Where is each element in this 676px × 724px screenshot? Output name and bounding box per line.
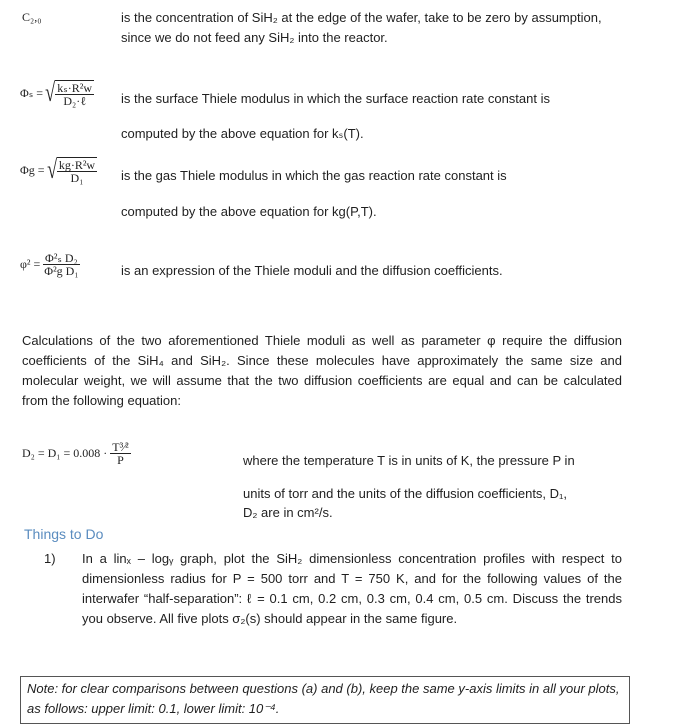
sqrt-icon: √ [45,78,56,107]
paragraph-diffusion: Calculations of the two aforementioned Thiele moduli as well as parameter φ require the diffusion coefficients of the SiH₄ and SiH₂. Since these molecules have approximately the same size and molecular weight, we will assume that the two diffusion coefficients are equal and can be calculated from the following equation: [22,333,622,408]
note-box [20,676,630,724]
eq-phi-s-lhs: Φₛ = [20,86,44,100]
diffusion-line3: D₂ are in cm²/s. [243,505,333,520]
eq-phi-g-den: D₁ [70,171,84,185]
eq-phi-g-lhs: Φg = [20,163,45,177]
def-phi-squared-text: is an expression of the Thiele moduli and the diffusion coefficients. [121,263,503,278]
eq-diffusion-num: T³⁄² [112,440,129,454]
eq-diffusion-lhs: D₂ = D₁ = 0.008 · [22,446,108,460]
eq-phi-g [20,157,97,184]
note-text: Note: for clear comparisons between questions (a) and (b), keep the same y-axis limits in all your plots, as follows: upper limit: 0.1, lower limit: 10⁻⁴. [27,681,620,716]
eq-phi-g-num: kg·R²w [58,158,96,172]
section-heading: Things to Do [24,526,104,542]
def-phi-g-line1: is the gas Thiele modulus in which the gas reaction rate constant is [121,168,507,183]
task-text: In a linₓ – logᵧ graph, plot the SiH₂ dimensionless concentration profiles with respect to dimensionless radius for P = 500 torr and T = 750 K, and for the following values of the interwafer “half-separation”: ℓ = 0.1 cm, 0.2 cm, 0.3 cm, 0.4 cm, 0.5 cm. Discuss the trends you observe. All five plots σ₂(s) should appear in the same figure. [82,551,622,626]
eq-diffusion-den: P [117,453,124,467]
def-c20-text: is the concentration of SiH₂ at the edge of the wafer, take to be zero by assumption, since we do not feed any SiH₂ into the reactor. [121,10,602,45]
diffusion-line2: units of torr and the units of the diffusion coefficients, D₁, [243,486,568,501]
task-number: 1) [44,551,56,566]
diffusion-line1: where the temperature T is in units of K, the pressure P in [243,453,575,468]
def-phi-s-line2: computed by the above equation for kₛ(T). [121,126,364,141]
def-phi-s-line1: is the surface Thiele modulus in which the surface reaction rate constant is [121,91,550,106]
def-phi-g-line2: computed by the above equation for kg(P,T). [121,204,377,219]
eq-diffusion [22,441,131,466]
eq-phi-squared-lhs: φ² = [20,257,41,271]
eq-phi-s-den: D₂·ℓ [63,94,86,108]
eq-phi-squared-den: Φ²g D₁ [44,264,79,278]
eq-phi-squared-num: Φ²ₛ D₂ [45,251,78,265]
eq-phi-s-num: kₛ·R²w [57,81,93,95]
eq-phi-squared [20,252,81,277]
symbol-c20: C₂,₀ [22,10,42,24]
eq-phi-s [20,80,94,107]
sqrt-icon: √ [46,155,57,184]
